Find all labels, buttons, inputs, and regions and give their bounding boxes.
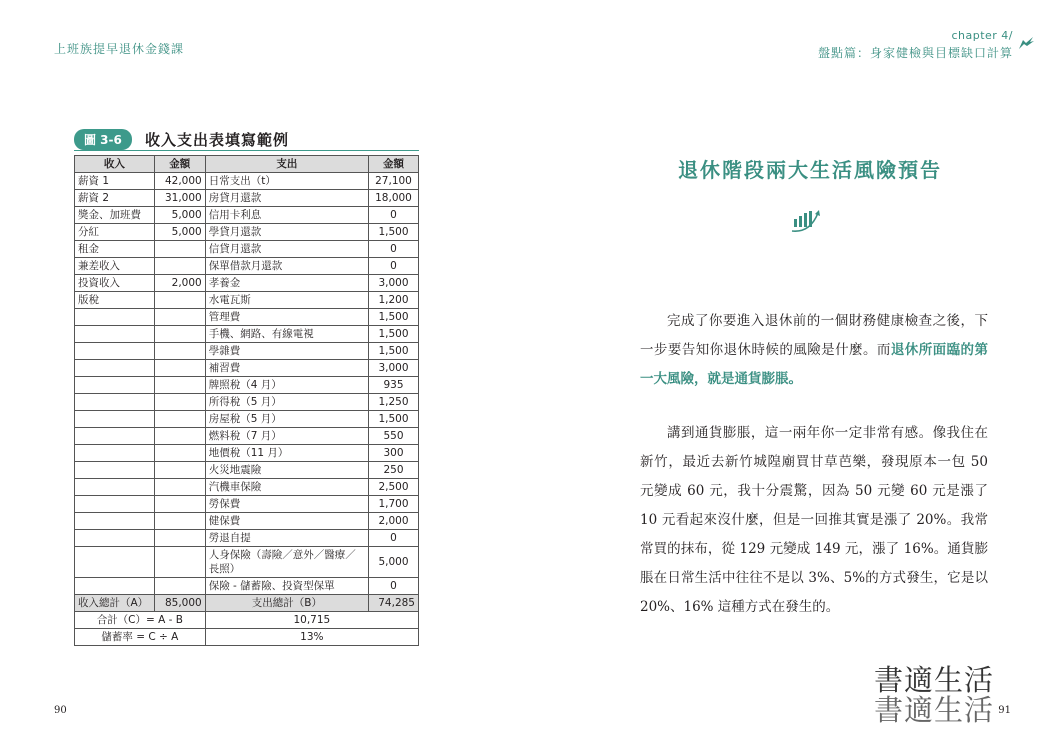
table-row <box>75 241 419 258</box>
running-header-right <box>818 29 1013 61</box>
table-row <box>75 479 419 496</box>
table-row <box>75 445 419 462</box>
income-amount <box>154 292 205 309</box>
expense-amount: 0 <box>369 258 419 275</box>
chapter-label: chapter 4/ <box>951 29 1013 42</box>
expense-item: 燃料稅（7 月） <box>205 428 368 445</box>
income-item: 版稅 <box>75 292 155 309</box>
chapter-subtitle: 盤點篇：身家健檢與目標缺口計算 <box>817 46 1013 60</box>
table-row <box>75 343 419 360</box>
income-item: 租金 <box>75 241 155 258</box>
left-page <box>0 0 528 750</box>
expense-amount: 1,200 <box>369 292 419 309</box>
table-row <box>75 292 419 309</box>
expense-total-label: 支出總計（B） <box>205 595 368 612</box>
table-row <box>75 173 419 190</box>
income-amount <box>154 578 205 595</box>
paragraph-1 <box>640 307 988 394</box>
table-row <box>75 394 419 411</box>
expense-item: 補習費 <box>205 360 368 377</box>
paragraph-2-text: 講到通貨膨脹，這一兩年你一定非常有感。像我住在新竹，最近去新竹城隍廟買甘草芭樂，發現原本一包 50 元變成 60 元，我十分震驚，因為 50 元變 60 元是漲了 10 元看起來沒什麼，但是一回推其實是漲了 20%。我常常買的抹布，從 129 元變成 149 元，漲了 16%。通貨膨脹在日常生活中往往不是以 3%、5%的方式發生，它是以 20%、16% 這種方式在發生的。 <box>640 425 988 615</box>
table-header-row <box>75 156 419 173</box>
expense-item: 學雜費 <box>205 343 368 360</box>
income-amount <box>154 258 205 275</box>
table-row <box>75 578 419 595</box>
caption-rule <box>74 150 419 151</box>
table-row <box>75 190 419 207</box>
income-amount <box>154 530 205 547</box>
publisher-logo: 書適生活 <box>874 663 995 697</box>
table-row <box>75 377 419 394</box>
income-item <box>75 411 155 428</box>
savings-label: 儲蓄率 = C ÷ A <box>75 629 206 646</box>
expense-amount: 2,000 <box>369 513 419 530</box>
expense-amount: 0 <box>369 207 419 224</box>
income-amount <box>154 241 205 258</box>
income-amount <box>154 462 205 479</box>
table-row <box>75 462 419 479</box>
paragraph-2 <box>640 419 988 622</box>
income-total-label: 收入總計（A） <box>75 595 155 612</box>
income-item <box>75 377 155 394</box>
figure-tag: 圖 3-6 <box>74 129 132 150</box>
table-row <box>75 258 419 275</box>
expense-item: 地價稅（11 月） <box>205 445 368 462</box>
table-row <box>75 275 419 292</box>
expense-item: 水電瓦斯 <box>205 292 368 309</box>
expense-amount: 300 <box>369 445 419 462</box>
expense-amount: 0 <box>369 578 419 595</box>
table-row <box>75 326 419 343</box>
expense-item: 勞退自提 <box>205 530 368 547</box>
figure-title: 收入支出表填寫範例 <box>144 131 289 149</box>
expense-item: 汽機車保險 <box>205 479 368 496</box>
income-amount: 42,000 <box>154 173 205 190</box>
expense-amount: 1,500 <box>369 224 419 241</box>
expense-amount: 3,000 <box>369 275 419 292</box>
income-item: 兼差收入 <box>75 258 155 275</box>
sum-label: 合計（C）= A - B <box>75 612 206 629</box>
table-row <box>75 360 419 377</box>
income-item <box>75 445 155 462</box>
expense-item: 人身保險（壽險／意外／醫療／長照） <box>205 547 368 578</box>
income-item <box>75 343 155 360</box>
expense-amount: 935 <box>369 377 419 394</box>
income-item <box>75 360 155 377</box>
expense-amount: 550 <box>369 428 419 445</box>
expense-amount: 2,500 <box>369 479 419 496</box>
page-number-left: 90 <box>54 705 67 716</box>
flag-icon <box>1017 36 1035 50</box>
table-row <box>75 428 419 445</box>
income-amount <box>154 343 205 360</box>
savings-row <box>75 629 419 646</box>
expense-amount: 5,000 <box>369 547 419 578</box>
expense-amount: 1,500 <box>369 326 419 343</box>
expense-item: 管理費 <box>205 309 368 326</box>
income-item <box>75 496 155 513</box>
income-amount <box>154 547 205 578</box>
expense-item: 勞保費 <box>205 496 368 513</box>
income-amount <box>154 479 205 496</box>
income-item <box>75 530 155 547</box>
sum-row <box>75 612 419 629</box>
growth-chart-icon <box>790 205 824 235</box>
income-item: 薪資 1 <box>75 173 155 190</box>
table-row <box>75 513 419 530</box>
table-row <box>75 547 419 578</box>
expense-amount: 1,500 <box>369 309 419 326</box>
income-item: 獎金、加班費 <box>75 207 155 224</box>
page-number-right: 91 <box>998 705 1011 716</box>
income-item <box>75 462 155 479</box>
right-page <box>528 0 1057 750</box>
expense-item: 日常支出（t） <box>205 173 368 190</box>
income-amount <box>154 428 205 445</box>
header-expense: 支出 <box>205 156 368 173</box>
totals-row <box>75 595 419 612</box>
expense-amount: 18,000 <box>369 190 419 207</box>
income-amount <box>154 377 205 394</box>
income-amount <box>154 445 205 462</box>
income-expense-table <box>74 155 419 646</box>
income-item: 薪資 2 <box>75 190 155 207</box>
income-amount <box>154 496 205 513</box>
income-amount <box>154 411 205 428</box>
income-item: 分紅 <box>75 224 155 241</box>
expense-item: 房貸月還款 <box>205 190 368 207</box>
income-item <box>75 479 155 496</box>
income-amount <box>154 513 205 530</box>
running-header-left: 上班族提早退休金錢課 <box>54 42 185 56</box>
paragraph-1-highlight: 退休所面臨的第一大風險，就是通貨膨脹。 <box>640 342 988 387</box>
expense-item: 信用卡利息 <box>205 207 368 224</box>
figure-caption <box>74 129 419 150</box>
expense-amount: 0 <box>369 530 419 547</box>
section-title: 退休階段兩大生活風險預告 <box>678 158 942 182</box>
publisher-logo-shadow: 書適生活 <box>874 693 995 727</box>
expense-amount: 27,100 <box>369 173 419 190</box>
table-row <box>75 207 419 224</box>
income-amount <box>154 360 205 377</box>
header-income-amount: 金額 <box>154 156 205 173</box>
income-amount <box>154 326 205 343</box>
expense-item: 手機、網路、有線電視 <box>205 326 368 343</box>
expense-amount: 1,250 <box>369 394 419 411</box>
expense-amount: 1,500 <box>369 343 419 360</box>
income-amount: 31,000 <box>154 190 205 207</box>
expense-item: 牌照稅（4 月） <box>205 377 368 394</box>
expense-item: 火災地震險 <box>205 462 368 479</box>
income-item: 投資收入 <box>75 275 155 292</box>
expense-item: 孝養金 <box>205 275 368 292</box>
income-total-value: 85,000 <box>154 595 205 612</box>
expense-item: 健保費 <box>205 513 368 530</box>
expense-item: 信貸月還款 <box>205 241 368 258</box>
income-item <box>75 428 155 445</box>
income-item <box>75 547 155 578</box>
sum-value: 10,715 <box>205 612 418 629</box>
expense-amount: 1,500 <box>369 411 419 428</box>
expense-amount: 3,000 <box>369 360 419 377</box>
header-income: 收入 <box>75 156 155 173</box>
expense-amount: 250 <box>369 462 419 479</box>
savings-value: 13% <box>205 629 418 646</box>
income-amount <box>154 309 205 326</box>
table-row <box>75 530 419 547</box>
expense-item: 學貸月還款 <box>205 224 368 241</box>
table-row <box>75 309 419 326</box>
header-expense-amount: 金額 <box>369 156 419 173</box>
income-amount: 5,000 <box>154 224 205 241</box>
income-amount <box>154 394 205 411</box>
income-amount: 5,000 <box>154 207 205 224</box>
income-amount: 2,000 <box>154 275 205 292</box>
table-row <box>75 496 419 513</box>
expense-item: 所得稅（5 月） <box>205 394 368 411</box>
table-row <box>75 224 419 241</box>
income-item <box>75 326 155 343</box>
expense-item: 保單借款月還款 <box>205 258 368 275</box>
paragraph-1-text: 完成了你要進入退休前的一個財務健康檢查之後，下一步要告知你退休時候的風險是什麼。而 <box>640 313 988 358</box>
expense-total-value: 74,285 <box>369 595 419 612</box>
income-item <box>75 513 155 530</box>
income-item <box>75 309 155 326</box>
expense-item: 保險 - 儲蓄險、投資型保單 <box>205 578 368 595</box>
income-item <box>75 578 155 595</box>
expense-item: 房屋稅（5 月） <box>205 411 368 428</box>
expense-amount: 0 <box>369 241 419 258</box>
expense-amount: 1,700 <box>369 496 419 513</box>
income-item <box>75 394 155 411</box>
table-row <box>75 411 419 428</box>
